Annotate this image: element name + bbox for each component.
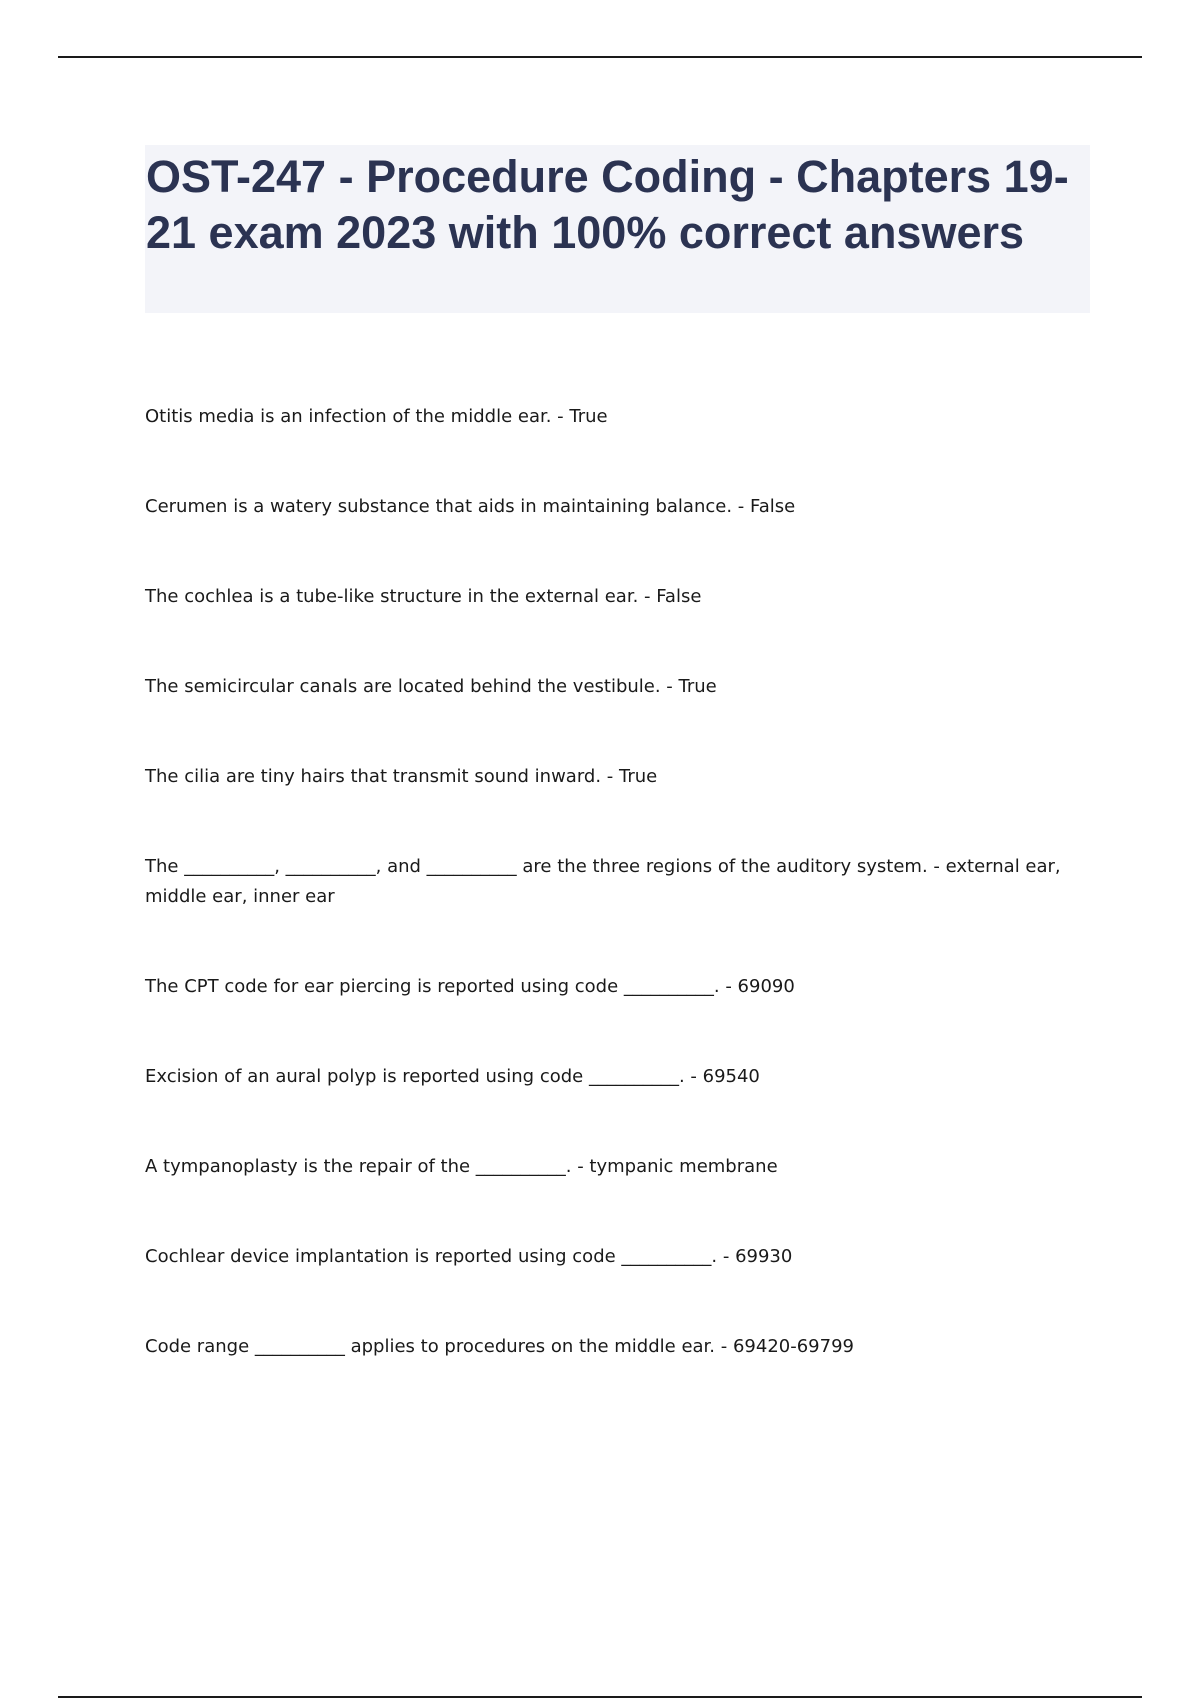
qa-item: Cerumen is a watery substance that aids in maintaining balance. - False <box>145 496 796 517</box>
top-rule <box>58 56 1142 58</box>
qa-item: The semicircular canals are located behind the vestibule. - True <box>145 676 717 697</box>
qa-item: The cochlea is a tube-like structure in the external ear. - False <box>145 586 702 607</box>
qa-item: The __________, __________, and __________ are the three regions of the auditory system. - external ear, middle ear, inner ear <box>145 856 1061 907</box>
qa-item: The CPT code for ear piercing is reported using code __________. - 69090 <box>145 976 795 997</box>
document-title: OST-247 - Procedure Coding - Chapters 19-21 exam 2023 with 100% correct answers <box>146 151 1069 258</box>
qa-list <box>145 402 1090 1422</box>
qa-item: Code range __________ applies to procedures on the middle ear. - 69420-69799 <box>145 1336 854 1357</box>
qa-item: Excision of an aural polyp is reported using code __________. - 69540 <box>145 1066 760 1087</box>
qa-item: Cochlear device implantation is reported using code __________. - 69930 <box>145 1246 793 1267</box>
qa-item: Otitis media is an infection of the middle ear. - True <box>145 406 608 427</box>
title-block <box>145 145 1090 313</box>
bottom-rule <box>58 1696 1142 1698</box>
qa-item: The cilia are tiny hairs that transmit sound inward. - True <box>145 766 658 787</box>
qa-item: A tympanoplasty is the repair of the __________. - tympanic membrane <box>145 1156 778 1177</box>
